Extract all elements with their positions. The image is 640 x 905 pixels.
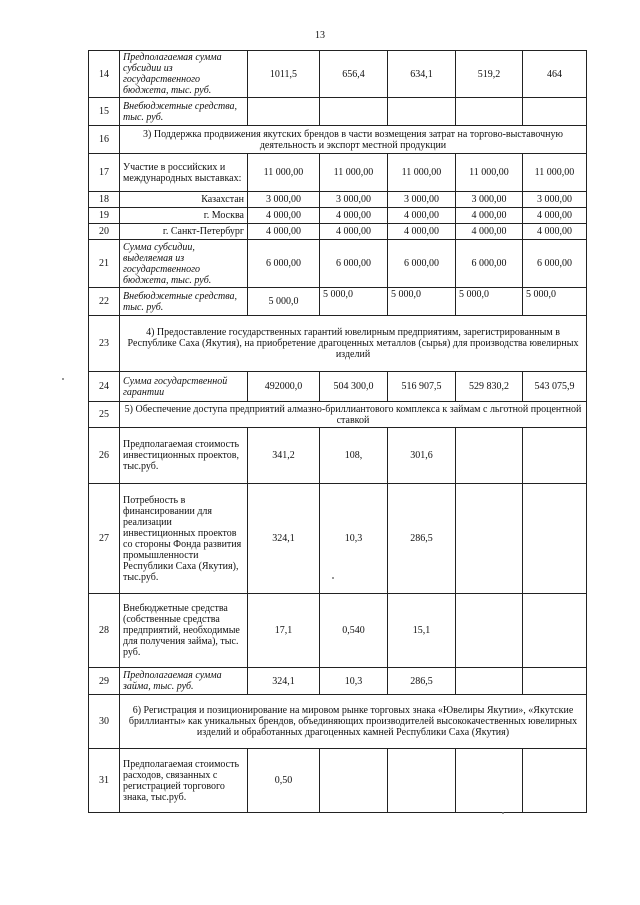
value-cell: 4 000,00	[456, 224, 523, 240]
value-cell: 0,50	[248, 749, 320, 813]
table-row	[89, 224, 587, 240]
value-cell: 5 000,0	[388, 288, 456, 316]
table-row	[89, 749, 587, 813]
row-number: 28	[89, 594, 120, 668]
row-label: Предполагаемая сумма займа, тыс. руб.	[120, 668, 248, 695]
table-row	[89, 240, 587, 288]
value-cell: 11 000,00	[388, 154, 456, 192]
value-cell: 529 830,2	[456, 372, 523, 402]
value-cell: 3 000,00	[248, 192, 320, 208]
section-row	[89, 316, 587, 372]
row-number: 19	[89, 208, 120, 224]
value-cell: 516 907,5	[388, 372, 456, 402]
table-row	[89, 154, 587, 192]
section-heading: 5) Обеспечение доступа предприятий алмазно-бриллиантового комплекса к займам с льготной процентной ставкой	[120, 402, 587, 428]
value-cell: 324,1	[248, 484, 320, 594]
table-row	[89, 428, 587, 484]
row-number: 15	[89, 98, 120, 126]
empty-cell	[388, 98, 456, 126]
value-cell: 6 000,00	[523, 240, 587, 288]
value-cell: 3 000,00	[523, 192, 587, 208]
value-cell: 10,3	[320, 484, 388, 594]
value-cell: 301,6	[388, 428, 456, 484]
empty-cell	[523, 428, 587, 484]
page-number: 13	[315, 30, 325, 41]
value-cell: 4 000,00	[320, 224, 388, 240]
row-label: Казахстан	[120, 192, 248, 208]
empty-cell	[523, 594, 587, 668]
row-label: Предполагаемая сумма субсидии из государственного бюджета, тыс. руб.	[120, 51, 248, 98]
value-cell: 5 000,0	[248, 288, 320, 316]
empty-cell	[388, 749, 456, 813]
value-cell: 4 000,00	[248, 208, 320, 224]
table-row	[89, 594, 587, 668]
value-cell: 6 000,00	[320, 240, 388, 288]
table-row	[89, 288, 587, 316]
row-number: 18	[89, 192, 120, 208]
empty-cell	[523, 484, 587, 594]
value-cell: 5 000,0	[320, 288, 388, 316]
section-row	[89, 695, 587, 749]
row-label: Внебюджетные средства, тыс. руб.	[120, 98, 248, 126]
value-cell: 6 000,00	[248, 240, 320, 288]
value-cell: 324,1	[248, 668, 320, 695]
value-cell: 11 000,00	[523, 154, 587, 192]
row-number: 27	[89, 484, 120, 594]
value-cell: 11 000,00	[456, 154, 523, 192]
section-heading: 4) Предоставление государственных гарантий ювелирным предприятиям, зарегистрированным в Республике Саха (Якутия), на приобретение драгоценных металлов (сырья) для производства ювелирных изделий	[120, 316, 587, 372]
value-cell: 4 000,00	[248, 224, 320, 240]
section-row	[89, 126, 587, 154]
empty-cell	[456, 668, 523, 695]
table-row	[89, 484, 587, 594]
row-label: Внебюджетные средства, тыс. руб.	[120, 288, 248, 316]
empty-cell	[456, 594, 523, 668]
value-cell: 4 000,00	[456, 208, 523, 224]
empty-cell	[456, 749, 523, 813]
value-cell: 4 000,00	[388, 224, 456, 240]
section-heading: 3) Поддержка продвижения якутских брендов в части возмещения затрат на торгово-выставочную деятельность и экспорт местной продукции	[120, 126, 587, 154]
row-number: 31	[89, 749, 120, 813]
value-cell: 504 300,0	[320, 372, 388, 402]
value-cell: 3 000,00	[388, 192, 456, 208]
row-number: 14	[89, 51, 120, 98]
value-cell: 4 000,00	[320, 208, 388, 224]
value-cell: 656,4	[320, 51, 388, 98]
value-cell: 464	[523, 51, 587, 98]
section-row	[89, 402, 587, 428]
row-label: Предполагаемая стоимость инвестиционных проектов, тыс.руб.	[120, 428, 248, 484]
value-cell: 3 000,00	[320, 192, 388, 208]
value-cell: 11 000,00	[320, 154, 388, 192]
value-cell: 4 000,00	[388, 208, 456, 224]
row-number: 16	[89, 126, 120, 154]
row-number: 21	[89, 240, 120, 288]
table-row	[89, 51, 587, 98]
empty-cell	[320, 749, 388, 813]
value-cell: 492000,0	[248, 372, 320, 402]
empty-cell	[320, 98, 388, 126]
row-label: Сумма государственной гарантии	[120, 372, 248, 402]
scan-speck	[332, 577, 334, 579]
empty-cell	[456, 98, 523, 126]
empty-cell	[248, 98, 320, 126]
value-cell: 519,2	[456, 51, 523, 98]
row-number: 20	[89, 224, 120, 240]
value-cell: 5 000,0	[456, 288, 523, 316]
value-cell: 341,2	[248, 428, 320, 484]
empty-cell	[523, 668, 587, 695]
value-cell: 543 075,9	[523, 372, 587, 402]
row-number: 24	[89, 372, 120, 402]
table-row	[89, 98, 587, 126]
empty-cell	[456, 484, 523, 594]
table-row	[89, 192, 587, 208]
row-label: г. Москва	[120, 208, 248, 224]
table-row	[89, 372, 587, 402]
row-label: Сумма субсидии, выделяемая из государственного бюджета, тыс. руб.	[120, 240, 248, 288]
value-cell: 15,1	[388, 594, 456, 668]
value-cell: 634,1	[388, 51, 456, 98]
scan-speck	[502, 812, 504, 814]
row-label: Предполагаемая стоимость расходов, связанных с регистрацией торгового знака, тыс.руб.	[120, 749, 248, 813]
value-cell: 11 000,00	[248, 154, 320, 192]
row-label: Участие в российских и международных выставках:	[120, 154, 248, 192]
row-label: Потребность в финансировании для реализации инвестиционных проектов со стороны Фонда развития промышленности Республики Саха (Якутия), тыс.руб.	[120, 484, 248, 594]
table-row	[89, 668, 587, 695]
row-number: 25	[89, 402, 120, 428]
row-number: 22	[89, 288, 120, 316]
value-cell: 3 000,00	[456, 192, 523, 208]
value-cell: 4 000,00	[523, 208, 587, 224]
value-cell: 0,540	[320, 594, 388, 668]
value-cell: 108,	[320, 428, 388, 484]
section-heading: 6) Регистрация и позиционирование на мировом рынке торговых знака «Ювелиры Якутии», «Якутские бриллианты» как уникальных брендов, объединяющих производителей высококачественных ювелирных изделий и обработанных драгоценных камней Республики Саха (Якутия)	[120, 695, 587, 749]
value-cell: 286,5	[388, 484, 456, 594]
scan-speck	[62, 378, 64, 380]
empty-cell	[523, 98, 587, 126]
row-number: 17	[89, 154, 120, 192]
row-number: 23	[89, 316, 120, 372]
funding-table	[88, 50, 587, 813]
row-label: г. Санкт-Петербург	[120, 224, 248, 240]
value-cell: 1011,5	[248, 51, 320, 98]
row-number: 29	[89, 668, 120, 695]
value-cell: 17,1	[248, 594, 320, 668]
value-cell: 6 000,00	[456, 240, 523, 288]
row-label: Внебюджетные средства (собственные средства предприятий, необходимые для получения займа), тыс. руб.	[120, 594, 248, 668]
empty-cell	[523, 749, 587, 813]
value-cell: 286,5	[388, 668, 456, 695]
value-cell: 10,3	[320, 668, 388, 695]
table-row	[89, 208, 587, 224]
value-cell: 4 000,00	[523, 224, 587, 240]
row-number: 26	[89, 428, 120, 484]
row-number: 30	[89, 695, 120, 749]
empty-cell	[456, 428, 523, 484]
value-cell: 6 000,00	[388, 240, 456, 288]
value-cell: 5 000,0	[523, 288, 587, 316]
